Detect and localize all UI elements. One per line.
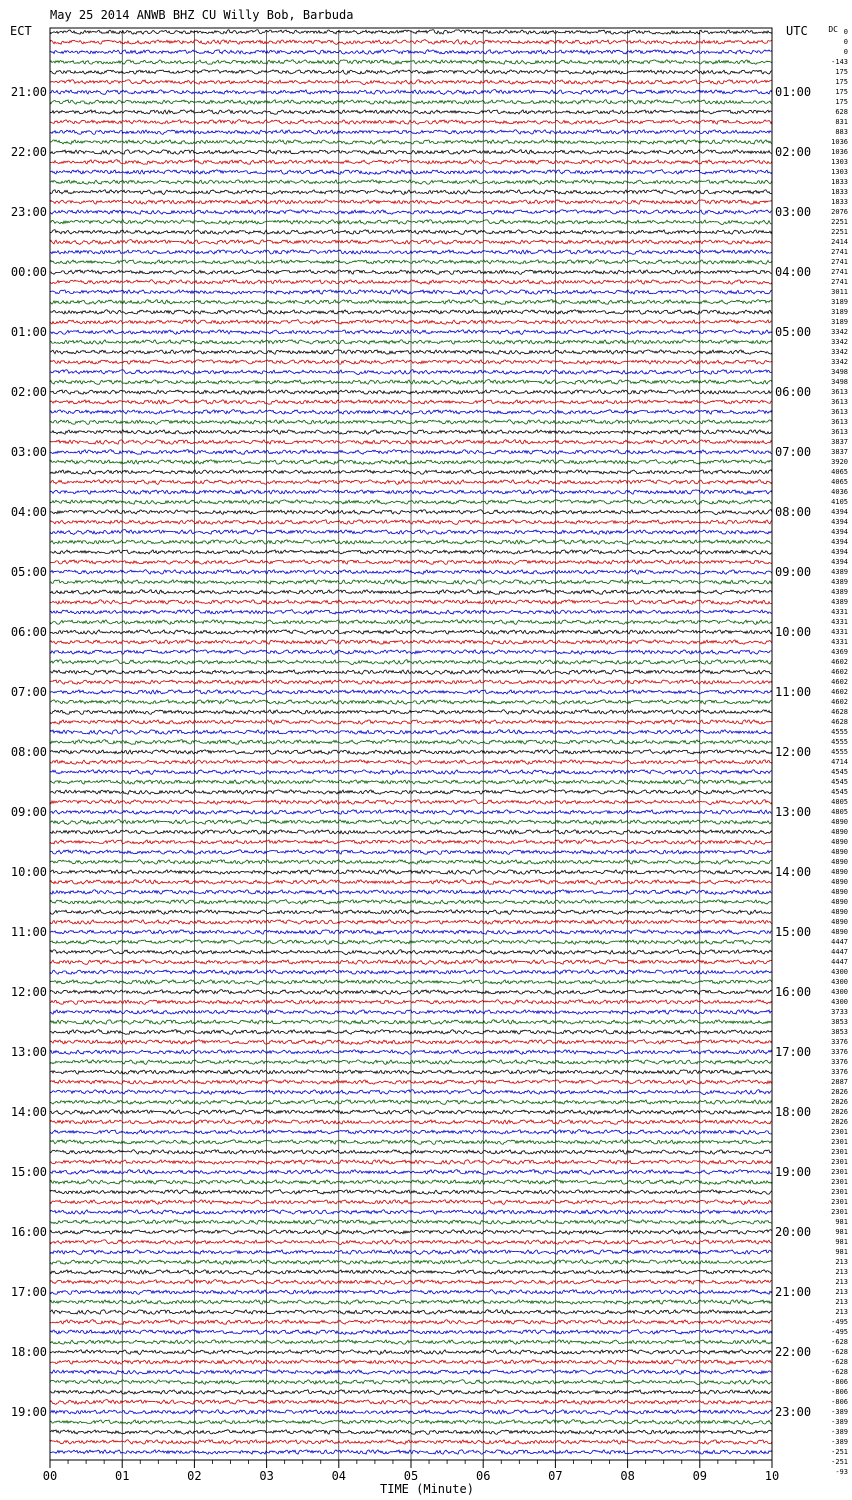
dc-offset-label: 2826 bbox=[831, 1088, 848, 1096]
right-hour-label: 12:00 bbox=[775, 745, 812, 759]
dc-offset-label: 2301 bbox=[831, 1148, 848, 1156]
right-hour-label: 23:00 bbox=[775, 1405, 812, 1419]
x-tick-label: 06 bbox=[475, 1469, 491, 1483]
dc-offset-label: 213 bbox=[835, 1288, 848, 1296]
left-hour-label: 11:00 bbox=[10, 925, 47, 939]
dc-offset-label: 981 bbox=[835, 1238, 848, 1246]
dc-offset-label: 2301 bbox=[831, 1128, 848, 1136]
left-hour-label: 15:00 bbox=[10, 1165, 47, 1179]
dc-offset-label: 2826 bbox=[831, 1108, 848, 1116]
x-axis-title: TIME (Minute) bbox=[380, 1482, 474, 1496]
dc-offset-label: 3342 bbox=[831, 358, 848, 366]
x-tick-label: 02 bbox=[187, 1469, 202, 1483]
dc-offset-label: -628 bbox=[831, 1368, 848, 1376]
dc-offset-label: 4602 bbox=[831, 698, 848, 706]
dc-offset-label: 3498 bbox=[831, 378, 848, 386]
dc-offset-label: 3342 bbox=[831, 338, 848, 346]
right-hour-label: 05:00 bbox=[775, 325, 812, 339]
x-tick-label: 05 bbox=[403, 1469, 419, 1483]
dc-offset-label: 4389 bbox=[831, 598, 848, 606]
dc-offset-label: -628 bbox=[831, 1338, 848, 1346]
dc-offset-label: 4447 bbox=[831, 958, 848, 966]
dc-offset-label: 2301 bbox=[831, 1158, 848, 1166]
left-hour-label: 19:00 bbox=[10, 1405, 47, 1419]
dc-offset-label: 1833 bbox=[831, 188, 848, 196]
right-hour-label: 03:00 bbox=[775, 205, 812, 219]
left-hour-label: 21:00 bbox=[10, 85, 47, 99]
dc-offset-label: 4331 bbox=[831, 608, 848, 616]
dc-offset-label: 4394 bbox=[831, 518, 848, 526]
dc-offset-label: -495 bbox=[831, 1328, 848, 1336]
right-hour-label: 21:00 bbox=[775, 1285, 812, 1299]
right-hour-label: 20:00 bbox=[775, 1225, 812, 1239]
dc-offset-label: -389 bbox=[831, 1418, 848, 1426]
right-timezone-label: UTC bbox=[786, 24, 808, 38]
dc-offset-label: 175 bbox=[835, 68, 848, 76]
x-tick-label: 03 bbox=[259, 1469, 274, 1483]
right-hour-label: 15:00 bbox=[775, 925, 812, 939]
dc-offset-label: 4890 bbox=[831, 838, 848, 846]
dc-offset-label: 4300 bbox=[831, 988, 848, 996]
minute-gridlines bbox=[122, 30, 700, 1460]
dc-offset-label: 4555 bbox=[831, 748, 848, 756]
dc-offset-label: 4545 bbox=[831, 768, 848, 776]
right-hour-label: 07:00 bbox=[775, 445, 812, 459]
dc-offset-label: 3733 bbox=[831, 1008, 848, 1016]
dc-offset-label: 4036 bbox=[831, 488, 848, 496]
dc-offset-label: 3920 bbox=[831, 458, 848, 466]
dc-offset-label: 3498 bbox=[831, 368, 848, 376]
dc-offset-label: 1036 bbox=[831, 138, 848, 146]
dc-offset-label: 4602 bbox=[831, 658, 848, 666]
left-timezone-label: ECT bbox=[10, 24, 32, 38]
dc-offset-label: 2301 bbox=[831, 1168, 848, 1176]
left-hour-label: 02:00 bbox=[10, 385, 47, 399]
dc-offset-label: 4890 bbox=[831, 858, 848, 866]
dc-offset-label: -389 bbox=[831, 1438, 848, 1446]
dc-offset-label: 4628 bbox=[831, 718, 848, 726]
dc-offset-label: 4890 bbox=[831, 908, 848, 916]
dc-offset-label: 1303 bbox=[831, 168, 848, 176]
dc-offset-label: 3837 bbox=[831, 448, 848, 456]
dc-offset-label: 3189 bbox=[831, 308, 848, 316]
right-hour-label: 09:00 bbox=[775, 565, 812, 579]
dc-offset-label: -806 bbox=[831, 1378, 848, 1386]
dc-offset-label: 3011 bbox=[831, 288, 848, 296]
left-hour-label: 14:00 bbox=[10, 1105, 47, 1119]
dc-offset-label: 4602 bbox=[831, 678, 848, 686]
dc-offset-label: 4105 bbox=[831, 498, 848, 506]
dc-offset-label: 2826 bbox=[831, 1118, 848, 1126]
dc-offset-label: 4394 bbox=[831, 548, 848, 556]
left-hour-label: 03:00 bbox=[10, 445, 47, 459]
dc-offset-label: 2301 bbox=[831, 1188, 848, 1196]
dc-offset-label: 4805 bbox=[831, 798, 848, 806]
left-hour-label: 16:00 bbox=[10, 1225, 47, 1239]
dc-offset-label: 4447 bbox=[831, 938, 848, 946]
dc-offset-label: 4389 bbox=[831, 588, 848, 596]
right-hour-label: 16:00 bbox=[775, 985, 812, 999]
dc-offset-label: 831 bbox=[835, 118, 848, 126]
dc-offset-label: 4890 bbox=[831, 878, 848, 886]
dc-offset-label: 2741 bbox=[831, 278, 848, 286]
dc-offset-label: -251 bbox=[831, 1448, 848, 1456]
dc-offset-label: 4331 bbox=[831, 628, 848, 636]
dc-offset-label: -806 bbox=[831, 1388, 848, 1396]
dc-offset-label: 1833 bbox=[831, 178, 848, 186]
dc-offset-label: 2301 bbox=[831, 1178, 848, 1186]
dc-offset-label: 981 bbox=[835, 1218, 848, 1226]
left-hour-label: 23:00 bbox=[10, 205, 47, 219]
left-hour-label: 13:00 bbox=[10, 1045, 47, 1059]
dc-offset-label: 2301 bbox=[831, 1198, 848, 1206]
dc-offset-label: 0 bbox=[843, 28, 848, 36]
dc-offset-label: 2251 bbox=[831, 218, 848, 226]
dc-offset-label: 4369 bbox=[831, 648, 848, 656]
dc-offset-label: 175 bbox=[835, 78, 848, 86]
dc-offset-label: 4545 bbox=[831, 788, 848, 796]
dc-offset-label: 1036 bbox=[831, 148, 848, 156]
x-tick-label: 09 bbox=[692, 1469, 708, 1483]
dc-offset-label: 213 bbox=[835, 1268, 848, 1276]
dc-offset-label: 213 bbox=[835, 1258, 848, 1266]
dc-offset-label: 175 bbox=[835, 98, 848, 106]
dc-offset-label: 3376 bbox=[831, 1068, 848, 1076]
dc-offset-label: 3376 bbox=[831, 1038, 848, 1046]
dc-offset-label: 4065 bbox=[831, 478, 848, 486]
dc-offset-label: 981 bbox=[835, 1248, 848, 1256]
dc-offset-label: 3613 bbox=[831, 428, 848, 436]
x-tick-label: 00 bbox=[42, 1469, 58, 1483]
dc-offset-label: 3613 bbox=[831, 408, 848, 416]
dc-offset-label: -389 bbox=[831, 1428, 848, 1436]
left-hour-label: 09:00 bbox=[10, 805, 47, 819]
right-hour-label: 04:00 bbox=[775, 265, 812, 279]
dc-offset-label: 4389 bbox=[831, 578, 848, 586]
dc-offset-label: 4890 bbox=[831, 898, 848, 906]
dc-offset-label: 4602 bbox=[831, 688, 848, 696]
x-tick-label: 08 bbox=[620, 1469, 635, 1483]
left-hour-label: 05:00 bbox=[10, 565, 47, 579]
dc-offset-label: 2414 bbox=[831, 238, 848, 246]
dc-offset-label: 4394 bbox=[831, 508, 848, 516]
axis-labels bbox=[11, 25, 848, 1483]
dc-offset-label: 3613 bbox=[831, 398, 848, 406]
dc-offset-label: 4602 bbox=[831, 668, 848, 676]
dc-offset-label: 4300 bbox=[831, 968, 848, 976]
dc-offset-label: 4065 bbox=[831, 468, 848, 476]
x-tick-label: 07 bbox=[548, 1469, 563, 1483]
dc-offset-label: -143 bbox=[831, 58, 848, 66]
right-hour-label: 02:00 bbox=[775, 145, 812, 159]
dc-offset-label: 0 bbox=[843, 38, 848, 46]
plot-title: May 25 2014 ANWB BHZ CU Willy Bob, Barbuda bbox=[50, 8, 354, 22]
dc-offset-label: -806 bbox=[831, 1398, 848, 1406]
dc-offset-label: 213 bbox=[835, 1298, 848, 1306]
dc-offset-label: 4890 bbox=[831, 888, 848, 896]
dc-offset-label: 3837 bbox=[831, 438, 848, 446]
dc-offset-label: 4890 bbox=[831, 818, 848, 826]
dc-offset-label: 4890 bbox=[831, 918, 848, 926]
dc-offset-label: 3853 bbox=[831, 1028, 848, 1036]
dc-offset-label: 3189 bbox=[831, 318, 848, 326]
left-hour-label: 12:00 bbox=[10, 985, 47, 999]
left-hour-label: 07:00 bbox=[10, 685, 47, 699]
left-hour-label: 22:00 bbox=[10, 145, 47, 159]
dc-offset-label: 4555 bbox=[831, 728, 848, 736]
dc-offset-label: 628 bbox=[835, 108, 848, 116]
dc-offset-label: 0 bbox=[843, 48, 848, 56]
dc-offset-label: 3189 bbox=[831, 298, 848, 306]
right-hour-label: 11:00 bbox=[775, 685, 812, 699]
right-hour-label: 06:00 bbox=[775, 385, 812, 399]
dc-offset-label: 4331 bbox=[831, 638, 848, 646]
dc-offset-label: 4714 bbox=[831, 758, 848, 766]
left-hour-label: 01:00 bbox=[10, 325, 47, 339]
dc-offset-label: 4890 bbox=[831, 848, 848, 856]
left-hour-label: 00:00 bbox=[10, 265, 47, 279]
dc-offset-label: -495 bbox=[831, 1318, 848, 1326]
dc-offset-label: 4545 bbox=[831, 778, 848, 786]
dc-offset-label: 4300 bbox=[831, 998, 848, 1006]
dc-offset-label: 981 bbox=[835, 1228, 848, 1236]
dc-offset-label: 2251 bbox=[831, 228, 848, 236]
dc-offset-label: 2301 bbox=[831, 1208, 848, 1216]
left-hour-label: 18:00 bbox=[10, 1345, 47, 1359]
left-hour-label: 17:00 bbox=[10, 1285, 47, 1299]
left-hour-label: 04:00 bbox=[10, 505, 47, 519]
dc-offset-label: 2741 bbox=[831, 268, 848, 276]
dc-offset-label: -628 bbox=[831, 1358, 848, 1366]
x-tick-label: 01 bbox=[114, 1469, 130, 1483]
dc-offset-label: 2076 bbox=[831, 208, 848, 216]
right-hour-label: 19:00 bbox=[775, 1165, 812, 1179]
dc-offset-label: 4890 bbox=[831, 868, 848, 876]
left-hour-label: 08:00 bbox=[10, 745, 47, 759]
dc-offset-label: 4628 bbox=[831, 708, 848, 716]
dc-offset-label: 4389 bbox=[831, 568, 848, 576]
x-tick-label: 10 bbox=[764, 1469, 780, 1483]
dc-offset-label: 4555 bbox=[831, 738, 848, 746]
dc-offset-label: 2741 bbox=[831, 258, 848, 266]
dc-offset-label: 4300 bbox=[831, 978, 848, 986]
dc-offset-label: 3853 bbox=[831, 1018, 848, 1026]
right-hour-label: 17:00 bbox=[775, 1045, 812, 1059]
left-hour-label: 06:00 bbox=[10, 625, 47, 639]
dc-offset-label: 4890 bbox=[831, 928, 848, 936]
right-hour-label: 10:00 bbox=[775, 625, 812, 639]
dc-offset-label: 2741 bbox=[831, 248, 848, 256]
dc-offset-label: 4394 bbox=[831, 558, 848, 566]
dc-offset-label: 1303 bbox=[831, 158, 848, 166]
right-hour-label: 22:00 bbox=[775, 1345, 812, 1359]
dc-offset-label: 4805 bbox=[831, 808, 848, 816]
dc-offset-label: 3613 bbox=[831, 388, 848, 396]
dc-offset-label: 3342 bbox=[831, 328, 848, 336]
dc-offset-label: 213 bbox=[835, 1278, 848, 1286]
right-hour-label: 08:00 bbox=[775, 505, 812, 519]
dc-offset-label: 4394 bbox=[831, 528, 848, 536]
dc-offset-label: 3342 bbox=[831, 348, 848, 356]
dc-offset-label: 1833 bbox=[831, 198, 848, 206]
dc-offset-label: -389 bbox=[831, 1408, 848, 1416]
dc-offset-label: 213 bbox=[835, 1308, 848, 1316]
dc-offset-label: 4447 bbox=[831, 948, 848, 956]
dc-offset-label: 2887 bbox=[831, 1078, 848, 1086]
dc-offset-label: -93 bbox=[835, 1468, 848, 1476]
dc-offset-label: 175 bbox=[835, 88, 848, 96]
dc-offset-label: 883 bbox=[835, 128, 848, 136]
dc-offset-label: 4890 bbox=[831, 828, 848, 836]
right-hour-label: 13:00 bbox=[775, 805, 812, 819]
dc-offset-label: 3376 bbox=[831, 1048, 848, 1056]
dc-offset-label: 3376 bbox=[831, 1058, 848, 1066]
right-hour-label: 18:00 bbox=[775, 1105, 812, 1119]
x-tick-label: 04 bbox=[331, 1469, 347, 1483]
dc-offset-label: 3613 bbox=[831, 418, 848, 426]
dc-offset-label: -251 bbox=[831, 1458, 848, 1466]
dc-offset-label: -628 bbox=[831, 1348, 848, 1356]
dc-offset-label: 4331 bbox=[831, 618, 848, 626]
dc-offset-label: 2826 bbox=[831, 1098, 848, 1106]
dc-header-label: DC bbox=[828, 25, 838, 34]
dc-offset-label: 2301 bbox=[831, 1138, 848, 1146]
right-hour-label: 01:00 bbox=[775, 85, 812, 99]
dc-offset-label: 4394 bbox=[831, 538, 848, 546]
left-hour-label: 10:00 bbox=[10, 865, 47, 879]
right-hour-label: 14:00 bbox=[775, 865, 812, 879]
